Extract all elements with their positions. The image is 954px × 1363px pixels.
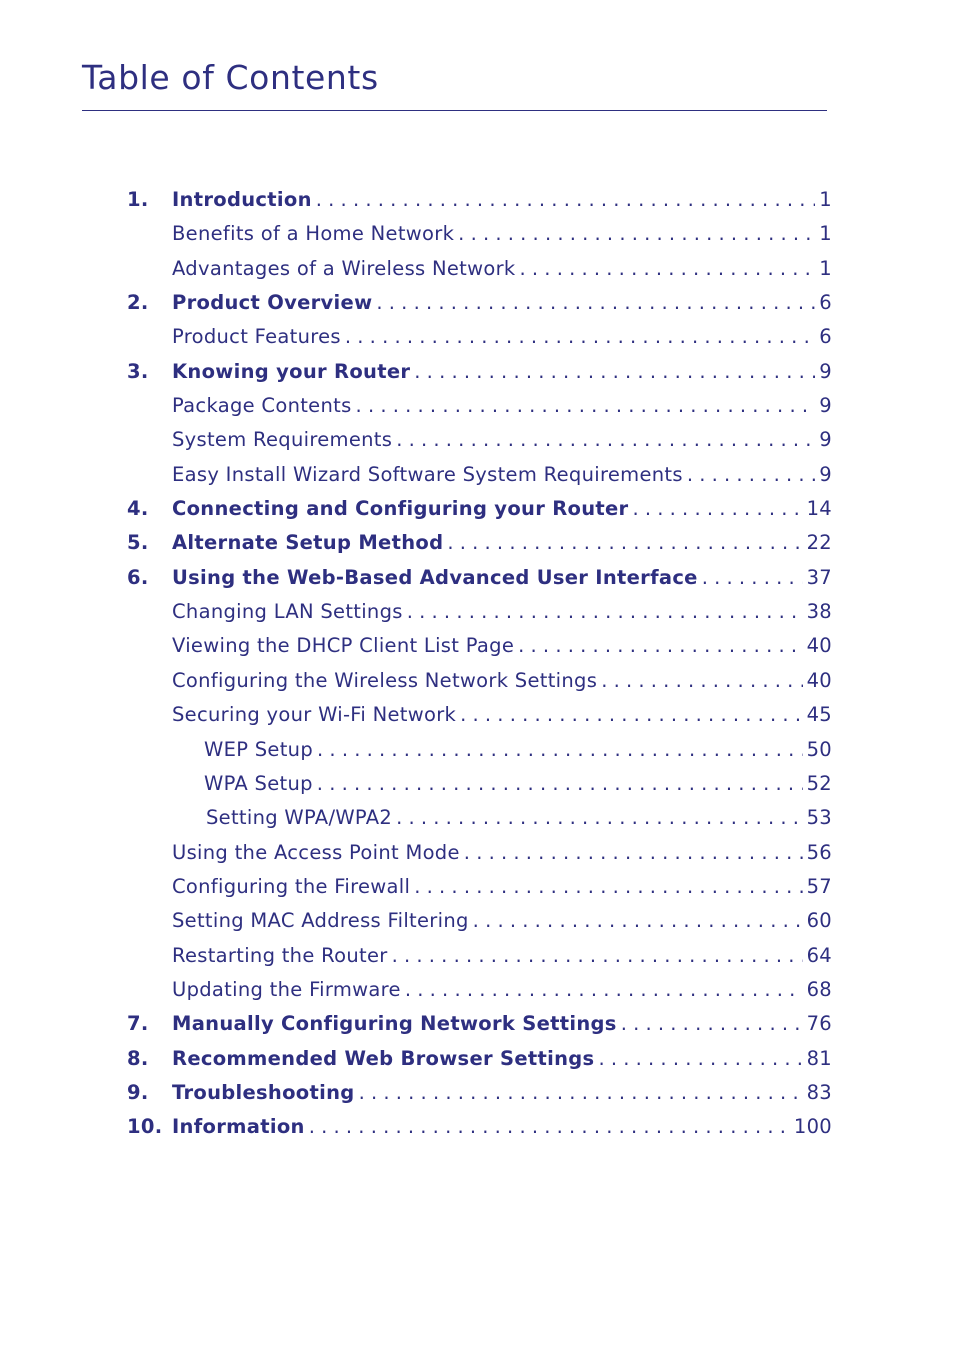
- toc-dot-leader: [313, 767, 803, 801]
- toc-dot-leader: [683, 458, 815, 492]
- toc-entry-number: 1.: [127, 188, 149, 211]
- toc-entry-page-number: 6: [819, 325, 832, 349]
- toc-entry[interactable]: [0, 664, 954, 698]
- toc-entry-label: Alternate Setup Method: [172, 531, 444, 555]
- toc-entry-page-number: 57: [806, 874, 832, 898]
- toc-dot-leader: [401, 973, 803, 1007]
- toc-entry-page-number: 81: [806, 1046, 832, 1070]
- table-of-contents: [0, 183, 954, 1145]
- toc-dot-leader: [313, 733, 803, 767]
- toc-entry[interactable]: [0, 458, 954, 492]
- toc-entry-page-number: 1: [819, 256, 832, 280]
- toc-entry[interactable]: [0, 355, 954, 389]
- toc-entry-number: 10.: [127, 1115, 163, 1139]
- toc-entry-page-number: 1: [819, 222, 832, 246]
- toc-entry-label: Changing LAN Settings: [172, 600, 403, 624]
- toc-entry[interactable]: [0, 389, 954, 423]
- toc-entry-line: [172, 1076, 832, 1110]
- toc-entry-page-number: 6: [819, 291, 832, 315]
- toc-entry-label: Manually Configuring Network Settings: [172, 1012, 617, 1036]
- toc-entry-label: Updating the Firmware: [172, 977, 401, 1001]
- toc-entry-page-number: 45: [806, 703, 832, 727]
- toc-entry-line: [172, 183, 832, 217]
- toc-dot-leader: [443, 526, 802, 560]
- toc-entry-page-number: 53: [806, 806, 832, 830]
- toc-entry-label: Introduction: [172, 188, 312, 211]
- toc-dot-leader: [305, 1110, 790, 1144]
- toc-entry-page-number: 9: [819, 462, 832, 486]
- toc-entry-label: Product Features: [172, 325, 341, 349]
- toc-entry-label: WPA Setup: [204, 771, 313, 795]
- toc-entry-label: Viewing the DHCP Client List Page: [172, 634, 515, 658]
- toc-dot-leader: [403, 595, 803, 629]
- toc-entry-line: [172, 458, 832, 492]
- toc-entry-label: Restarting the Router: [172, 943, 388, 967]
- toc-entry-page-number: 38: [806, 600, 832, 624]
- toc-entry-label: Securing your Wi-Fi Network: [172, 703, 457, 727]
- toc-entry[interactable]: [0, 1007, 954, 1041]
- toc-entry[interactable]: [0, 561, 954, 595]
- toc-entry-page-number: 60: [806, 909, 832, 933]
- toc-entry-page-number: 64: [806, 943, 832, 967]
- toc-entry[interactable]: [0, 252, 954, 286]
- toc-entry[interactable]: [0, 733, 954, 767]
- toc-entry-number: 2.: [127, 291, 149, 315]
- toc-dot-leader: [456, 698, 802, 732]
- toc-entry[interactable]: [0, 183, 954, 217]
- toc-dot-leader: [594, 1042, 802, 1076]
- toc-entry-line: [172, 389, 832, 423]
- toc-entry-line: [172, 492, 832, 526]
- toc-entry[interactable]: [0, 698, 954, 732]
- toc-entry-label: Configuring the Wireless Network Settings: [172, 668, 598, 692]
- toc-entry-page-number: 37: [806, 565, 832, 589]
- toc-entry[interactable]: [0, 1110, 954, 1144]
- toc-dot-leader: [352, 389, 816, 423]
- toc-entry-page-number: 14: [806, 497, 832, 521]
- toc-entry[interactable]: [0, 423, 954, 457]
- toc-entry[interactable]: [0, 870, 954, 904]
- toc-entry-page-number: 40: [806, 668, 832, 692]
- toc-entry-line: [172, 320, 832, 354]
- toc-entry-line: [172, 973, 832, 1007]
- toc-entry-page-number: 56: [806, 840, 832, 864]
- toc-entry[interactable]: [0, 767, 954, 801]
- toc-entry-line: [172, 836, 832, 870]
- toc-entry[interactable]: [0, 973, 954, 1007]
- toc-entry[interactable]: [0, 904, 954, 938]
- toc-dot-leader: [469, 904, 803, 938]
- toc-entry[interactable]: [0, 629, 954, 663]
- toc-entry-label: Configuring the Firewall: [172, 874, 411, 898]
- toc-entry-page-number: 1: [819, 188, 832, 211]
- toc-entry[interactable]: [0, 836, 954, 870]
- toc-entry-label: WEP Setup: [204, 737, 314, 761]
- toc-entry-line: [172, 1110, 832, 1144]
- toc-entry[interactable]: [0, 526, 954, 560]
- toc-dot-leader: [454, 217, 815, 251]
- toc-entry-page-number: 9: [819, 359, 832, 383]
- toc-entry-line: [206, 801, 832, 835]
- toc-entry[interactable]: [0, 286, 954, 320]
- toc-entry-page-number: 50: [806, 737, 832, 761]
- toc-entry-label: Information: [172, 1115, 305, 1139]
- toc-entry-label: Product Overview: [172, 291, 373, 315]
- title-divider: [82, 110, 827, 111]
- toc-entry-number: 7.: [127, 1012, 149, 1036]
- toc-entry-line: [172, 252, 832, 286]
- toc-entry[interactable]: [0, 217, 954, 251]
- toc-dot-leader: [628, 492, 802, 526]
- toc-entry[interactable]: [0, 492, 954, 526]
- toc-entry-page-number: 22: [806, 531, 832, 555]
- toc-entry-page-number: 83: [806, 1080, 832, 1104]
- toc-entry-line: [204, 733, 832, 767]
- toc-entry-page-number: 9: [819, 394, 832, 418]
- toc-entry-line: [172, 939, 832, 973]
- toc-dot-leader: [410, 870, 802, 904]
- toc-entry-label: Package Contents: [172, 394, 352, 418]
- toc-entry-label: Setting MAC Address Filtering: [172, 909, 469, 933]
- toc-entry[interactable]: [0, 320, 954, 354]
- toc-entry-line: [172, 1007, 832, 1041]
- toc-entry-line: [172, 698, 832, 732]
- toc-entry-label: Troubleshooting: [172, 1080, 355, 1104]
- toc-entry-line: [172, 1042, 832, 1076]
- toc-entry-line: [172, 561, 832, 595]
- toc-dot-leader: [597, 664, 802, 698]
- toc-entry-line: [172, 629, 832, 663]
- toc-entry-number: 8.: [127, 1046, 149, 1070]
- toc-dot-leader: [514, 629, 802, 663]
- toc-dot-leader: [312, 183, 816, 217]
- toc-dot-leader: [698, 561, 803, 595]
- toc-entry-line: [172, 595, 832, 629]
- toc-entry-line: [172, 355, 832, 389]
- toc-entry-page-number: 76: [806, 1012, 832, 1036]
- toc-dot-leader: [410, 355, 815, 389]
- toc-dot-leader: [460, 836, 803, 870]
- toc-dot-leader: [516, 252, 816, 286]
- toc-entry-number: 9.: [127, 1080, 149, 1104]
- toc-dot-leader: [355, 1076, 803, 1110]
- toc-entry[interactable]: [0, 939, 954, 973]
- toc-entry-label: Benefits of a Home Network: [172, 222, 455, 246]
- toc-dot-leader: [388, 939, 803, 973]
- toc-dot-leader: [617, 1007, 803, 1041]
- toc-entry[interactable]: [0, 1076, 954, 1110]
- toc-entry-label: Knowing your Router: [172, 359, 411, 383]
- toc-entry-line: [172, 526, 832, 560]
- toc-dot-leader: [372, 286, 815, 320]
- toc-entry[interactable]: [0, 1042, 954, 1076]
- toc-entry-label: Using the Web-Based Advanced User Interface: [172, 565, 698, 589]
- toc-entry-label: Easy Install Wizard Software System Requirements: [172, 462, 683, 486]
- toc-dot-leader: [392, 423, 815, 457]
- toc-entry-number: 5.: [127, 531, 149, 555]
- toc-entry[interactable]: [0, 595, 954, 629]
- toc-entry-line: [172, 904, 832, 938]
- toc-entry-line: [172, 423, 832, 457]
- toc-entry-label: Using the Access Point Mode: [172, 840, 460, 864]
- toc-entry-number: 6.: [127, 565, 149, 589]
- toc-entry-page-number: 68: [806, 977, 832, 1001]
- toc-entry-line: [204, 767, 832, 801]
- page-title: Table of Contents: [82, 58, 379, 97]
- toc-entry-page-number: 52: [806, 771, 832, 795]
- toc-entry-label: System Requirements: [172, 428, 393, 452]
- toc-entry-label: Connecting and Configuring your Router: [172, 497, 629, 521]
- toc-entry-label: Recommended Web Browser Settings: [172, 1046, 595, 1070]
- toc-entry-line: [172, 286, 832, 320]
- toc-dot-leader: [392, 801, 803, 835]
- toc-entry-number: 3.: [127, 359, 149, 383]
- toc-entry-page-number: 40: [806, 634, 832, 658]
- toc-entry[interactable]: [0, 801, 954, 835]
- toc-dot-leader: [341, 320, 815, 354]
- toc-entry-label: Advantages of a Wireless Network: [172, 256, 516, 280]
- toc-entry-page-number: 100: [793, 1115, 832, 1139]
- toc-entry-page-number: 9: [819, 428, 832, 452]
- toc-entry-line: [172, 870, 832, 904]
- toc-entry-label: Setting WPA/WPA2: [206, 806, 393, 830]
- toc-entry-line: [172, 217, 832, 251]
- toc-entry-number: 4.: [127, 497, 149, 521]
- toc-entry-line: [172, 664, 832, 698]
